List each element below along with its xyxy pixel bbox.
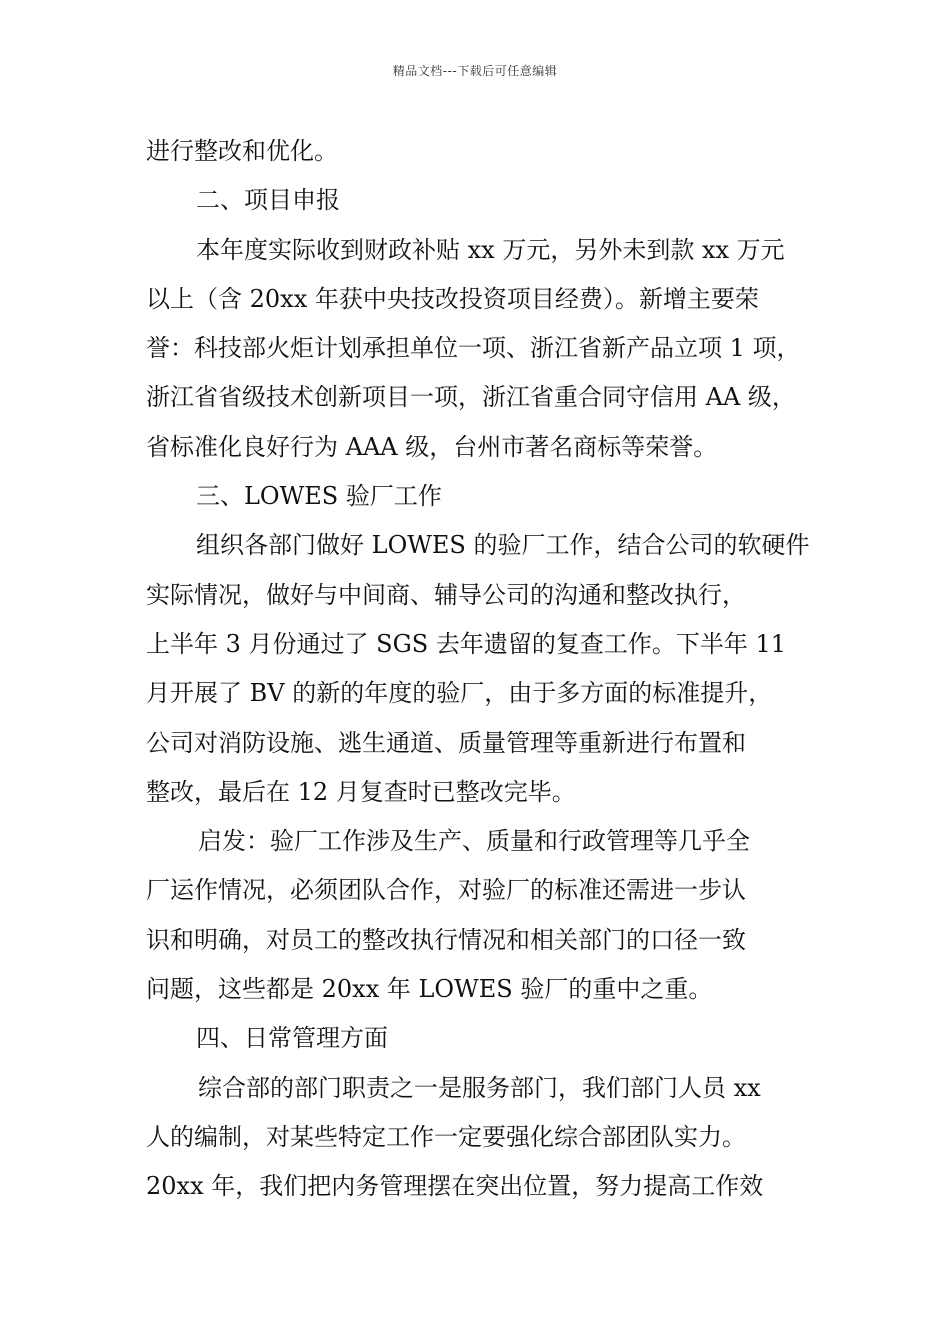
section-heading: 二、项目申报 (196, 186, 340, 215)
text-line: 问题，这些都是 20xx 年 LOWES 验厂的重中之重。 (146, 975, 713, 1004)
text-line: 厂运作情况，必须团队合作，对验厂的标准还需进一步认 (146, 876, 746, 905)
text-line: 省标准化良好行为 AAA 级，台州市著名商标等荣誉。 (146, 432, 718, 461)
text-line: 综合部的部门职责之一是服务部门，我们部门人员 xx (198, 1073, 761, 1102)
text-line: 整改，最后在 12 月复查时已整改完毕。 (146, 777, 576, 806)
text-line: 浙江省省级技术创新项目一项，浙江省重合同守信用 AA 级， (146, 383, 796, 412)
document-body (146, 127, 816, 1212)
text-line: 实际情况，做好与中间商、辅导公司的沟通和整改执行， (146, 580, 746, 609)
text-line: 20xx 年，我们把内务管理摆在突出位置，努力提高工作效 (146, 1172, 764, 1201)
section-heading: 三、LOWES 验厂工作 (196, 482, 442, 511)
text-line: 组织各部门做好 LOWES 的验厂工作，结合公司的软硬件 (196, 531, 810, 560)
text-line: 识和明确，对员工的整改执行情况和相关部门的口径一致 (146, 925, 746, 954)
text-line: 启发：验厂工作涉及生产、质量和行政管理等几乎全 (198, 827, 750, 856)
text-line: 公司对消防设施、逃生通道、质量管理等重新进行布置和 (146, 728, 746, 757)
text-line: 本年度实际收到财政补贴 xx 万元，另外未到款 xx 万元 (196, 235, 785, 264)
text-line: 人的编制，对某些特定工作一定要强化综合部团队实力。 (146, 1122, 746, 1151)
text-line: 誉：科技部火炬计划承担单位一项、浙江省新产品立项 1 项， (146, 334, 801, 363)
text-line: 上半年 3 月份通过了 SGS 去年遗留的复查工作。下半年 11 (146, 629, 787, 658)
section-heading: 四、日常管理方面 (196, 1024, 388, 1053)
text-line: 月开展了 BV 的新的年度的验厂，由于多方面的标准提升， (146, 679, 773, 708)
text-line: 以上（含 20xx 年获中央技改投资项目经费）。新增主要荣 (146, 284, 759, 313)
text-line: 进行整改和优化。 (146, 137, 338, 165)
page-header: 精品文档---下载后可任意编辑 (392, 64, 558, 78)
